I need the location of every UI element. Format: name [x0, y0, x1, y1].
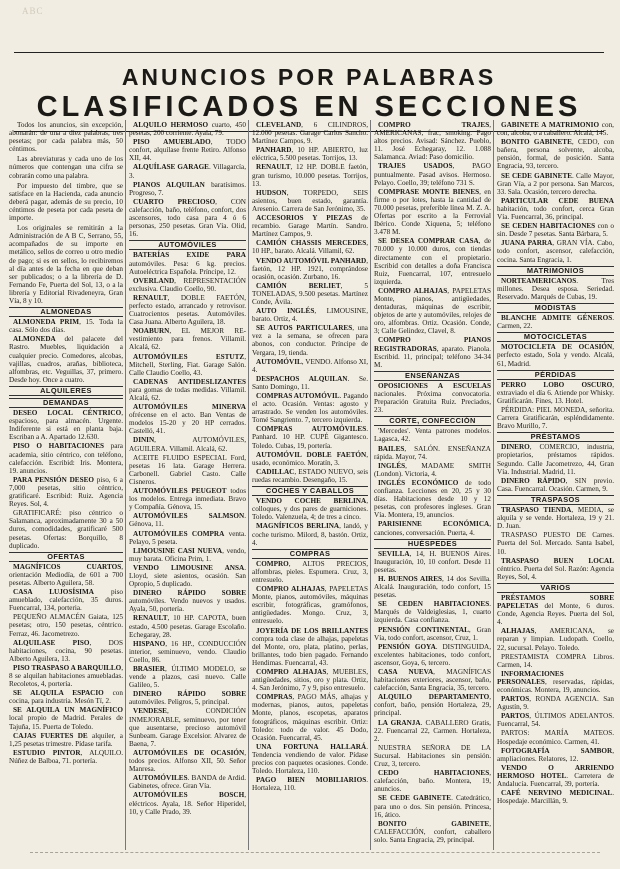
section-heading: ALQUILERES: [9, 386, 123, 396]
classified-ad: ESTUDIO PINTOR, ALQUILO. Núñez de Balboa, 71. portería.: [9, 748, 123, 765]
section-heading: ALMONEDAS: [9, 307, 123, 317]
classified-ad: RENAULT, 12 HP. DOBLE faetón, gran turismo, 10.000 pesetas. Torrijos, 13.: [252, 163, 368, 188]
classified-ad: VENDESE, CONDICIÓN INMEJORABLE, seminuevo, por tener que ausentarse, precioso automóvil Sunbeam. Garage Excelsior. Alvarez de Baena, 7.: [129, 707, 246, 748]
top-watermark: ABC: [22, 6, 44, 16]
classified-ad: BLANCHE ADMITE GÉNEROS. Carmen, 22.: [497, 314, 614, 331]
classified-ad: PAGO BIEN MOBILIARIOS. Hortaleza, 110.: [252, 776, 368, 793]
section-heading: HUÉSPEDES: [374, 539, 491, 549]
classified-ad: AUTOMÓVILES MINERVA ofrécense en el acto. Ban Ventas de modelos 15-20 y 20 HP cerrados. Castelló, 41.: [129, 403, 246, 436]
classified-ad: ALQUILASE PISO, DOS habitaciones, cocina, 90 pesetas. Alberto Aguilera, 13.: [9, 638, 123, 663]
classified-ad: PARTOS: MARÍA MATEOS. Hospedaje económico. Carmen, 41.: [497, 729, 614, 746]
classified-ad: CUARTO PRECIOSO, CON calefacción, baño, teléfono, confort, dos ascensores, todo casa para 4 ó 6 personas, 250 pesetas. Gran Vía. Olid, 16.: [129, 197, 246, 239]
classified-ad: LIMOUSINE CASI NUEVA, vendo, muy barata. Oficina Prim, 1.: [129, 546, 246, 563]
classified-ad: NUESTRA SEÑORA DE LA Sucursal. Habitaciones sin pensión. Cruz, 3, tercero.: [374, 743, 491, 769]
classified-ad: PRESTAMISTA COMPRA Libros. Carmen, 14.: [497, 652, 614, 669]
classified-ad: OVERLAND, REPRESENTACIÓN exclusiva. Claudio Coello, 90.: [129, 276, 246, 293]
classified-ad: H. BUENOS AIRES, 14 dos Sevilla. Alcalá. Inauguración, todo confort, 15 pesetas.: [374, 574, 491, 600]
classified-ad: PENSIÓN CONTINENTAL, Gran Vía, todo confort, ascensor, Cruz, 1.: [374, 625, 492, 642]
classified-ad: VENDO COCHE BERLINA, colloques, y dos pares de guarniciones. Toledo. Valenzuela, 4; de tres a cinco.: [252, 497, 368, 522]
classified-ad: GRATIFICARÉ: piso céntrico o Salamanca, aproximadamente 30 a 50 duros, comodidades, gratificaré 500 pesetas. Ofertas: Borquillo, 8 duplicado.: [9, 509, 123, 550]
classified-ad: VENDO O ARRIENDO HERMOSO HOTEL. Carretera de Andalucía. Fuencarral, 39, portería.: [497, 763, 614, 789]
classified-ad: PARTOS, ÚLTIMOS ADELANTOS. Fuencarral, 54.: [497, 712, 614, 729]
classified-ad: DINERO, COMERCIO, industria, propietarios, préstamos rápidos. Segundo. Calle Jacometrezo, 44, Gran Vía. Industrial. Madrid, 11.: [497, 443, 614, 476]
classified-ad: AUTOMÓVILES DE OCASIÓN, todos precios. Alfonso XII, 50. Señor Manresa.: [129, 748, 246, 774]
classified-ad: INGLÉS, MADAME SMITH (London). Victoria, 4.: [374, 461, 491, 478]
section-heading: AUTOMÓVILES: [129, 240, 246, 250]
classified-ad: CLEVELAND, 6 CILINDROS, 12.000 pesetas. Garage Carlos Sancho. Martínez Campos, 9.: [252, 121, 368, 146]
classified-ad: UNA FORTUNA HALLARÁ. Tendencia vendiendo de valor. Pídase precios con paquetes ocasiones. Conde. Toledo. Hortaleza, 110.: [252, 742, 368, 776]
classified-ad: COMPRO ALHAJAS, MUEBLES, antigüedades, sitios, oro y plata. Ortiz, 4. San Jerónimo, 7 y 9, piso entresuelo.: [252, 668, 368, 693]
classified-ad: OPOSICIONES A ESCUELAS nacionales. Próxima convocatoria. Preparación Gratuita Ruiz. Preciados, 23.: [374, 381, 491, 415]
classified-ad: JOYERÍA DE LOS BRILLANTES compra toda clase de alhajas, papeletas del Monte, oro, plata, platino, perlas, brillantes, todo bien pagado. Fernando Hendimas. Fuencarral, 43.: [252, 626, 368, 667]
classified-ad: BAILES, SALÓN. ENSEÑANZA rápida. Mayor, 74.: [374, 444, 491, 461]
classified-ad: SE ALQUILA ESPACIO con cocina, para industria. Mesón Tí, 2.: [9, 689, 123, 706]
classified-ad: PISO AMUEBLADO, TODO confort, alquílase frente Retiro. Alfonso XII, 44.: [129, 138, 246, 163]
rates-paragraph: Por impuesto del timbre, que se satisface en la Hacienda, cada anuncio deberá pagar, además de su precio, 10 céntimos de peseta por cada peseta de importe.: [9, 181, 123, 223]
section-heading: OFERTAS: [9, 552, 123, 562]
classified-ad: SE CEDEN HABITACIONES con o sin. Desde 7 pesetas. Santa Bárbara, 5.: [497, 222, 614, 239]
classified-ad: RENAULT, 10 HP. CAPOTA, buen estado, 4.500 pesetas. Garage Escolaño. Echegaray, 28.: [129, 614, 246, 639]
section-heading: MOTOCICLETAS: [497, 332, 614, 342]
classified-ad: MAGNÍFICOS BERLINA, landó, y coche turismo. Milord, 8, bastón. Ortiz, 4.: [252, 522, 368, 547]
classified-ad: HUDSON, TORPEDO, SEIS asientos, buen estado, garantía. Aresenio. Carrera de San Jerónimo, 35.: [252, 188, 368, 213]
column-1: [6, 120, 125, 850]
classified-ad: SEVILLA, 14, H. BUENOS Aires. Inauguración, 10, 10 confort. Desde 11 pesetas.: [374, 549, 491, 574]
classified-ad: DINERO RÁPIDO SOBRE automóviles. Peligros, 5, principal.: [129, 690, 246, 707]
classified-ad: MOTOCICLETA DE OCASIÓN, perfecto estado, Sola y vendo. Alcalá, 61, Madrid.: [497, 343, 614, 368]
classified-ad: PANHARD, 10 HP. ABIERTO, luz eléctrica, 5.500 pesetas. Torrijos, 13.: [252, 146, 368, 163]
classified-ad: INGLÉS ECONÓMICO de todo confianza. Lecciones en 20, 25 y 30 días. Habitaciones desde 10 y 12 pesetas, con profesores ingleses. Gran Vía. Montera, 19, anuncios.: [374, 478, 491, 520]
classified-ad: PRÉSTAMOS SOBRE PAPELETAS del Monte, 6 duros. Conde, Agencia Reyes. Puerta del Sol, 4.: [497, 593, 614, 627]
column-4: [370, 120, 493, 850]
classified-ad: LA GRANJA. CABALLERO Gratis, 22. Fuencarral 22, Carmen. Hortaleza, 2.: [374, 718, 491, 743]
section-heading: COCHES Y CABALLOS: [252, 486, 368, 496]
rates-paragraph: Todos los anuncios, sin excepción, abonarán: de una a diez palabras, tres pesetas; por cada palabra más, 50 céntimos.: [9, 121, 123, 154]
classified-ad: BONITO GABINETE, CALEFACCIÓN, confort, caballero solo. Santa Engracia, 29, principal.: [374, 819, 491, 844]
classified-ad: SE CEDE GABINETE. Calle Mayor, Gran Vía, a 2 por persona. San Marcos, 33. Sala. Ocasión, tercero derecha.: [497, 171, 614, 196]
classified-ad: MAGNÍFICOS CUARTOS, orientación Mediodía, de 601 a 700 pesetas. Alberto Aguilera, 58.: [9, 562, 123, 587]
classified-ad: COMPRASE MONTE BIENES, en firme o por lotes, hasta la cantidad de 70.000 pesetas, preferible línea M. Z. A. Ofertas por escrito a la Ferrovial Ibérico. Conde Xiquena, 5; teléfono 3.478 M.: [374, 187, 491, 237]
classified-ad: DININ, AUTOMÓVILES, AGUILERA. Villamil. Alcalá, 62.: [129, 436, 246, 453]
classified-ad: CEDO HABITACIONES, calefacción, baño. Montera, 19, anuncios.: [374, 769, 491, 794]
classified-ad: 'Mercedes'. Venta patrones modelos. Lagasca, 42.: [374, 427, 491, 444]
classified-ad: VENDO AUTOMÓVIL PANHARD, faetón, 12 HP. 1921, comprándose ocasión, ocasión. Zurbano, 16.: [252, 256, 368, 281]
classified-ad: ALQUÍLASE GARAGE. Villagarcía, 3.: [129, 163, 246, 180]
classified-ad: ALHAJAS, AMERICANA, se reparan y limpian. Ludopath. Coello, 22, sucursal. Pelayo. Toledo.: [497, 627, 614, 652]
classified-ad: TRAJES USADOS, PAGO puntualmente. Pasad avisos. Hermoso. Pelayo. Coello, 39; teléfono 731 S.: [374, 162, 491, 187]
classified-ad: COMPRAS, PAGO MÁS, alhajas y modernas, pianos, autos, papeletas Monte, planos, escopetas, aparatos fotográficos, máquinas escribir. Ortiz: Toledo: todo de valor. 45 Dodo, Ocasión. Fuencarral, 45.: [252, 693, 368, 742]
classified-ad: CAMIÓN CHASSIS MERCEDES, 10 HP., barato. Alcalá. Villamil, 62.: [252, 239, 368, 256]
classified-ad: COMPRO PIANOS REGISTRADORAS, aparato. Pianola. Escribid. 11, principal; teléfono 34-34 M.: [374, 336, 491, 369]
banner-title-line2: CLASIFICADOS EN SECCIONES: [36, 91, 582, 123]
classified-ad: BONITO GABINETE, CEDO, con bañera, persona solvente, alcoba, pensión, formal, de posición. Santa Engracia, 93, tercero.: [497, 138, 614, 171]
classified-ad: SE DESEA COMPRAR CASA, de 70.000 y 10.000 duros, con tiendas directamente con el propietario. Escribid con detalles a doña Francisca Ruiz, Fuencarral, 107, entresuelo izquierda.: [374, 237, 491, 286]
bottom-fold-line: [30, 852, 600, 857]
classified-ad: VENDO LIMOUSINE ANSA. Lloyd, siete asientos, ocasión. San Opropio, 5 duplicado.: [129, 563, 246, 589]
section-heading: PÉRDIDAS: [497, 370, 614, 380]
classified-ad: RENAULT, DOBLE FAETÓN, perfecto estado, arrancado y retrovisor. Cuatrocientos pesetas. Automóviles. Casa Juana. Alberto Aguilera, 18.: [129, 293, 246, 327]
rates-paragraph: Las abreviaturas y cada uno de los números que contengan una cifra se cobrarán como una palabra.: [9, 155, 123, 180]
classified-ad: AUTOMÓVIL, VENDO. Alfonso XI, 4.: [252, 357, 368, 374]
section-heading: ENSEÑANZAS: [374, 371, 491, 381]
classified-ad: DINERO RÁPIDO SOBRE automóviles. Vendo nuevos y usados. Ayala, 50, portería.: [129, 589, 246, 614]
classified-ad: DINERO RÁPIDO, SIN previo. Casa. Fuencarral. Ocasión. Carmen, 9.: [497, 476, 614, 493]
column-5: [493, 120, 616, 850]
classified-columns: [6, 120, 616, 850]
section-heading: VARIOS: [497, 583, 614, 593]
classified-ad: COMPRAS AUTOMÓVIL. Pagando el acto. Ocasión. Ventas: agosto y arrastrado. Se venden los automóviles. Tomé Sangriento. 7, tercero izquierda.: [252, 392, 368, 425]
classified-ad: CASA NUEVA, MAGNÍFICAS habitaciones exteriores, ascensor, baño, calefacción, Santa Engracia, 35, tercero.: [374, 668, 491, 693]
classified-ad: ACCESORIOS Y PIEZAS de recambio. Garage Martín. Sandro. Martínez Campos, 9.: [252, 214, 368, 239]
classified-ad: PARA PENSIÓN DESEO piso, 6 a 7,000 pesetas, sitio céntrico, gratificaré. Escribid: Ruiz. Agencia Reyes. Sol, 4.: [9, 475, 123, 509]
classified-ad: INFORMACIONES PERSONALES, reservadas, rápidas, económicas. Montera, 19, anuncios.: [497, 669, 614, 694]
banner-title-line1: ANUNCIOS POR PALABRAS: [121, 64, 497, 90]
classified-ad: ALQUILO DEPARTAMENTO, confort, baño, pensión Hortaleza, 29, principal.: [374, 693, 491, 718]
classified-ad: CADENAS ANTIDESLIZANTES para gomas de todas medidas. Villamil. Alcalá, 62.: [129, 377, 246, 402]
classified-ad: AUTO INGLÉS, LIMOUSINE, barato. Ortiz, 4.: [252, 307, 368, 324]
section-heading: MODISTAS: [497, 303, 614, 313]
classified-ad: ALQUILO HERMOSO cuarto, 450 pesetas, 200 corriente. Ayala, 79.: [129, 121, 246, 138]
section-heading: CORTE, CONFECCIÓN: [374, 416, 491, 426]
classified-ad: CAFÉ NERVINO MEDICINAL. Hospedaje. Marcillán, 9.: [497, 789, 614, 806]
classified-ad: TRASPASO BUEN LOCAL céntrico. Puerta del Sol. Razón: Agencia Reyes, Sol, 4.: [497, 556, 614, 581]
classified-ad: COMPRO ALHAJAS, PAPELETAS Monte, pianos, antigüedades, dentaduras, máquinas de escribir, objetos de arte y automóviles, relojes de oro, alfombras. Ortiz. Ocasión. Conde, 3; Calle Gelindez, Clavel, 8.: [374, 286, 492, 336]
classified-ad: ACEITE FLUIDO ESPECIAL Ford, pesetas 16 lata. Garage Herrera. Carbonell. Gabriel Casto. Calle Cisneros.: [129, 453, 246, 486]
classified-ad: AUTOMÓVIL DOBLE FAETÓN, usado, económico. Moratín, 3.: [252, 450, 368, 467]
column-3: [248, 120, 370, 850]
classified-ad: NORTEAMERICANOS. Tres millones. Desea esposa. Seriedad. Reservado. Marqués de Cubas, 19.: [497, 276, 614, 301]
classified-ad: AUTOMÓVILES COMPRA venta. Pelayo, 5 peseta.: [129, 529, 246, 546]
classified-ad: PARTOS, RONDA AGENCIA. San Agustín, 9.: [497, 695, 614, 712]
classified-ad: AUTOMÓVILES. BANDA de Ardid. Gabinetes, ofrece. Gran Vía.: [129, 774, 246, 791]
classified-ad: CASA LUJOSÍSIMA piso amueblado, calefacción, 35 duros. Fuencarral, 134, porteria.: [9, 588, 124, 613]
classified-ad: CADILLAC, ESTADO NUEVO, seis ruedas recambio. Desengaño, 15.: [252, 467, 368, 484]
section-heading: PRÉSTAMOS: [497, 432, 614, 442]
classified-ad: AUTOMÓVILES BOSCH, eléctricos. Ayala, 18. Señor Hiperidel, 10, y Calle Prado, 39.: [129, 791, 246, 816]
classified-ad: TRASPASO PUESTO DE Carnes. Puerta del Sol. Mercado. Santa Isabel, 10.: [497, 531, 614, 556]
section-heading: COMPRAS: [252, 549, 368, 559]
classified-ad: TRASPASO TIENDA, MEDIA, se alquila y se vende. Hortaleza, 19 y 21. D. Juan.: [497, 506, 614, 531]
classified-ad: AUTOMÓVILES ESTUTZ, Mitchell, Sterling, Fiat. Garage Salón. Calle Claudio Coello, 43.: [129, 352, 246, 377]
classified-ad: PENSIÓN GOYA. DISTINGUIDA, excelentes habitaciones, todo confort, ascensor, Goya, 6, tercero.: [374, 642, 492, 667]
classified-ad: AUTOMÓVILES PEUGEOT todos los modelos. Entrega inmediata. Bravo y Compañía. Génova, 15.: [129, 487, 246, 512]
classified-ad: SE CEDE GABINETE. Catedrático, para uno o dos. Sin pensión. Princesa, 16, ático.: [374, 794, 491, 819]
classified-ad: COMPRO, ALTOS PRECIOS, alfombras, pieles. Espumera. Cruz, 3, entresuelo.: [252, 559, 368, 584]
classified-ad: HISPANO, 16 HP., CONDUCCIÓN interior, seminuevo, vendo. Claudio Coello, 86.: [129, 639, 246, 664]
classified-ad: DESPACHOS ALQUILAN. Se. Santo Domingo, 11.: [252, 374, 368, 391]
section-heading: TRASPASOS: [497, 495, 614, 505]
classified-ad: COMPRO ALHAJAS, PAPELETAS Monte, pianos, automóviles, máquinas escribir, fotográficas, gramófonos, antigüedades. Mongo. Cruz, 3, entresuelo.: [252, 585, 369, 626]
classified-ad: BRASIER, ÚLTIMO MODELO, se vende a plazos, casi nuevo. Calle Galileo, 5.: [129, 665, 246, 690]
classified-ad: COMPRO TRAJES, AMERICANAS, frac, smoking. Pago altos precios. Avisad: Sánchez. Pueblo, 11. José Echegaray, 12. 1.088 Salamanca. Aviad: Paso domicilio.: [374, 121, 491, 162]
classified-ad: COMPRAS AUTOMÓVILES. Panhard. 10 HP. CUPÉ Gigantesco. Toledo. Cubas, 19, portería.: [252, 425, 368, 450]
classified-ad: PISO O HABITACIONES para academia, sitio céntrico, con teléfono, calefacción. Escribid: Iris. Montera, 19. anuncios.: [9, 442, 123, 475]
classified-ad: PISO TRASPASO A BARQUILLO, 8 se alquilan habitaciones amuebladas. Recoletos, 4, portería.: [9, 663, 123, 689]
classified-ad: PERRO LOBO OSCURO, extraviado el día 6. Atiende por Whisky. Gratificarán. Fines, 13. Hotel.: [497, 380, 614, 405]
classified-ad: PÉRDIDA: PIEL MONEDA, señorita. Carrera Gratificarán, espléndidamente. Bravo Murillo, 7.: [497, 406, 614, 431]
classified-ad: PARTICULAR CEDE BUENA habitación, todo confort, cerca Gran Vía. Fuencarral, 36, principal.: [497, 196, 614, 222]
classified-ad: PIANOS ALQUILAN baratísimos. Progreso, 7.: [129, 180, 246, 197]
classified-ad: NOABURN, EL MEJOR RE-vestimiento para frenos. Villamil. Alcalá, 62.: [129, 327, 246, 352]
banner-top-rule: [14, 52, 604, 53]
section-heading: MATRIMONIOS: [497, 266, 614, 276]
classified-ad: CAJAS FUERTES DE alquiler, a 1,25 pesetas trimestre. Pídase tarifa.: [9, 731, 124, 748]
classified-ad: CAMIÓN BERLIET, 5 TONELADAS, 9.500 pesetas. Martínez Conde, Ávila.: [252, 281, 368, 306]
section-heading: DEMANDAS: [9, 398, 123, 408]
classified-ad: SE ALQUILA UN MAGNÍFICO local propio de Madrid. Perales de Tajuña, 15. Puerta de Toledo.: [9, 706, 123, 731]
classified-ad: FOTOGRAFÍA SAMBOR, ampliaciones. Relatores, 12.: [497, 746, 614, 763]
classified-ad: GABINETE A MATRIMONIO con, con, alcoba, o a caballero. Alcalá, 145.: [497, 121, 614, 138]
classified-ad: PARISIENNE ECONÓMICA, canciones, conversación. Puerta, 4.: [374, 520, 491, 537]
classified-ad: JUANA PARRA, GRAN VÍA. Cabo, todo confort, ascensor, calefacción, cocina. Santa Engracia, 1.: [497, 239, 615, 264]
classified-ad: AUTOMÓVILES SALMSON. Génova, 11.: [129, 512, 246, 529]
rates-paragraph: Los originales se remitirán a la Administración de A B C, Serrano, 55, acompañados de su importe en metálico, sellos de correo u otro medio de pago; si es en sellos, lo recibiremos al día antes de la fecha en que deban ser publicados; o a la librería de D. Fernando Fe, Puerta del Sol, 13, o a la librería y Editorial Rivadeneyra, Gran Vía, 8 y 10.: [9, 224, 123, 305]
classified-ad: ALMONEDA PRIM, 15. Toda la casa. Sólo dos días.: [9, 318, 123, 335]
classified-ad: PEQUEÑO ALMACÉN Gaiata, 125 pesetas; otro, 150 pesetas, céntrico. Ferraz, 46. Jacometrezo.: [9, 613, 123, 638]
classified-ad: SE CEDEN HABITACIONES. Marqués de Valdeiglesias, 1, cuarto izquierda. Casa confianza.: [374, 600, 491, 625]
column-2: [125, 120, 248, 850]
section-banner: [14, 57, 604, 127]
classified-ad: DESEO LOCAL CÉNTRICO, espacioso, para almacén. Urgente. Indiferente si está en planta baja. Escriban a A. Apartado 12.630.: [9, 409, 123, 442]
classified-ad: SE AUTOS PARTICULARES, una vez a la semana, se ofrecen para abonos, con conductor. Príncipe de Vergara, 19, tienda.: [252, 324, 368, 357]
classified-ad: ALMONEDA del palacete del Rastro. Muebles, liquidación a cualquier precio. Comedores, alcobas, vajillas, cuadros, arañas, biblioteca, alfombras, etc. Veguillas, 37, primero. Desde hoy. Once a cuatro.: [9, 335, 123, 384]
classified-ad: BATERÍAS EXIDE PARA automóviles. Pesa: 6 kg. precios. Autoeléctrica Española. Príncipe, 12.: [129, 251, 246, 276]
